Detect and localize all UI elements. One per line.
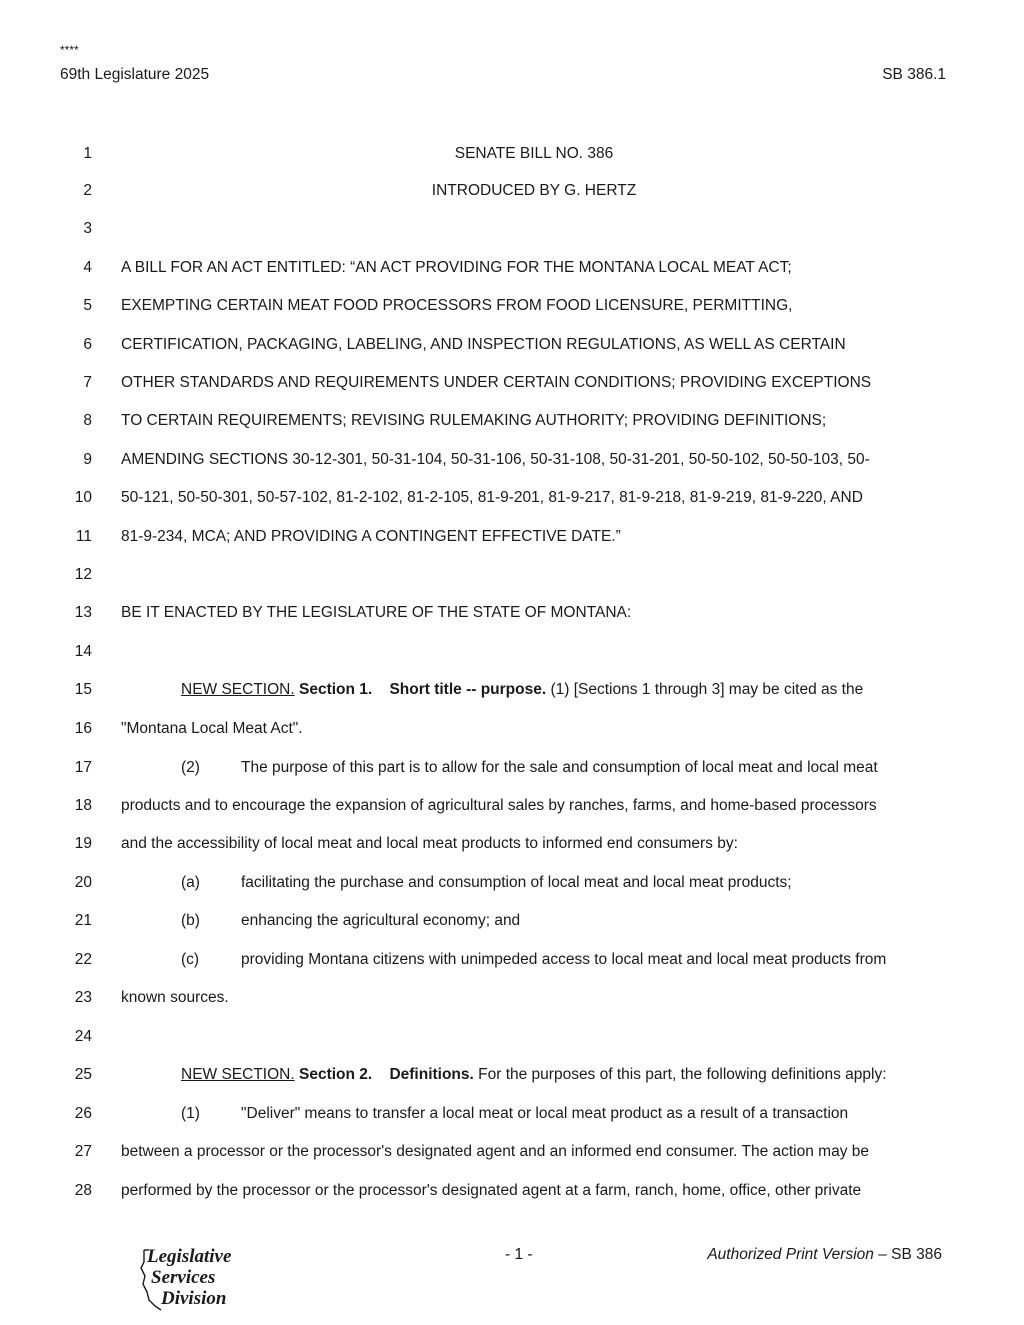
line-text: 50-121, 50-50-301, 50-57-102, 81-2-102, 81-2-105, 81-9-201, 81-9-217, 81-9-218, 81-9-219, 81-9-220, AND [121, 489, 863, 506]
line-text: and the accessibility of local meat and local meat products to informed end consumers by: [121, 835, 738, 852]
section-1-heading [181, 681, 1011, 699]
line-number: 4 [83, 259, 92, 276]
bill-line [0, 643, 1024, 665]
line-text: TO CERTAIN REQUIREMENTS; REVISING RULEMAKING AUTHORITY; PROVIDING DEFINITIONS; [121, 412, 827, 429]
logo-word: Division [161, 1288, 227, 1309]
line-number: 11 [75, 528, 92, 545]
bill-line [0, 528, 1024, 550]
authorized-print-version: Authorized Print Version [707, 1246, 874, 1263]
line-text: (1) [Sections 1 through 3] may be cited as the [546, 681, 864, 698]
bill-line [0, 1182, 1024, 1204]
enacting-clause: BE IT ENACTED BY THE LEGISLATURE OF THE STATE OF MONTANA: [121, 604, 632, 621]
new-section-marker: NEW SECTION. [181, 1066, 295, 1083]
line-text: For the purposes of this part, the following definitions apply: [473, 1066, 887, 1083]
bill-line [0, 336, 1024, 358]
header-stars: **** [60, 43, 79, 57]
line-text: providing Montana citizens with unimpeded access to local meat and local meat products from [241, 951, 887, 968]
line-number: 7 [83, 374, 92, 391]
header-bill-id: SB 386.1 [882, 66, 946, 83]
bill-line [0, 1028, 1024, 1050]
bill-line [0, 412, 1024, 434]
bill-line [0, 759, 1024, 781]
bill-line [0, 912, 1024, 934]
subsection [181, 1105, 1011, 1123]
line-text: known sources. [121, 989, 229, 1006]
subsection [181, 912, 1011, 930]
bill-line [0, 835, 1024, 857]
bill-line [0, 797, 1024, 819]
line-number: 27 [74, 1143, 92, 1160]
subsection-label: (1) [181, 1105, 200, 1122]
line-number: 14 [74, 643, 92, 660]
line-number: 6 [83, 336, 92, 353]
line-number: 26 [74, 1105, 92, 1122]
line-number: 2 [83, 182, 92, 199]
line-number: 19 [74, 835, 92, 852]
subsection-label: (c) [181, 951, 200, 968]
line-text: 81-9-234, MCA; AND PROVIDING A CONTINGENT EFFECTIVE DATE.” [121, 528, 621, 545]
bill-line [0, 182, 1024, 204]
bill-line [0, 451, 1024, 473]
bill-line [0, 681, 1024, 703]
new-section-marker: NEW SECTION. [181, 681, 295, 698]
line-text: EXEMPTING CERTAIN MEAT FOOD PROCESSORS FROM FOOD LICENSURE, PERMITTING, [121, 297, 793, 314]
logo-word: Legislative [147, 1246, 232, 1267]
bill-line [0, 259, 1024, 281]
bill-line [0, 874, 1024, 896]
line-number: 16 [74, 720, 92, 737]
line-text: enhancing the agricultural economy; and [241, 912, 521, 929]
line-number: 17 [74, 759, 92, 776]
line-number: 10 [74, 489, 92, 506]
line-text: The purpose of this part is to allow for the sale and consumption of local meat and local meat [241, 759, 878, 776]
line-text: CERTIFICATION, PACKAGING, LABELING, AND INSPECTION REGULATIONS, AS WELL AS CERTAIN [121, 336, 846, 353]
line-number: 18 [74, 797, 92, 814]
bill-line [0, 297, 1024, 319]
line-text: between a processor or the processor's designated agent and an informed end consumer. The action may be [121, 1143, 869, 1160]
subsection-label: (a) [181, 874, 200, 891]
subsection [181, 759, 1011, 777]
section-heading: Definitions. [389, 1066, 474, 1083]
line-number: 9 [83, 451, 92, 468]
line-number: 15 [74, 681, 92, 698]
section-heading: Short title -- purpose. [389, 681, 547, 698]
line-number: 21 [74, 912, 92, 929]
bill-line [0, 951, 1024, 973]
bill-line [0, 566, 1024, 588]
subsection-label: (b) [181, 912, 200, 929]
bill-line [0, 220, 1024, 242]
bill-line [0, 989, 1024, 1011]
line-number: 3 [83, 220, 92, 237]
page-number: - 1 - [505, 1246, 533, 1263]
line-number: 22 [74, 951, 92, 968]
line-text: products and to encourage the expansion of agricultural sales by ranches, farms, and home-based processors [121, 797, 877, 814]
line-text: "Deliver" means to transfer a local meat or local meat product as a result of a transaction [241, 1105, 849, 1122]
bill-line [0, 1066, 1024, 1088]
bill-line [0, 604, 1024, 626]
line-text: OTHER STANDARDS AND REQUIREMENTS UNDER CERTAIN CONDITIONS; PROVIDING EXCEPTIONS [121, 374, 872, 391]
line-number: 23 [74, 989, 92, 1006]
bill-line [0, 720, 1024, 742]
line-number: 1 [83, 145, 92, 162]
line-number: 20 [74, 874, 92, 891]
line-number: 25 [74, 1066, 92, 1083]
bill-title: SENATE BILL NO. 386 [454, 145, 614, 162]
line-text: A BILL FOR AN ACT ENTITLED: “AN ACT PROVIDING FOR THE MONTANA LOCAL MEAT ACT; [121, 259, 792, 276]
footer-bill: – SB 386 [878, 1246, 942, 1263]
line-number: 12 [74, 566, 92, 583]
print-version-label [707, 1246, 942, 1264]
bill-line [0, 145, 1024, 167]
bill-line [0, 374, 1024, 396]
subsection [181, 874, 1011, 892]
line-text: AMENDING SECTIONS 30-12-301, 50-31-104, 50-31-106, 50-31-108, 50-31-201, 50-50-102, 50-50-103, 50- [121, 451, 870, 468]
line-text: "Montana Local Meat Act". [121, 720, 303, 737]
section-number: Section 2. [298, 1066, 373, 1083]
subsection [181, 951, 1011, 969]
line-text: facilitating the purchase and consumption of local meat and local meat products; [241, 874, 792, 891]
line-number: 24 [74, 1028, 92, 1045]
bill-line [0, 1143, 1024, 1165]
line-number: 28 [74, 1182, 92, 1199]
section-number: Section 1. [298, 681, 373, 698]
line-number: 13 [74, 604, 92, 621]
section-2-heading [181, 1066, 1011, 1084]
bill-line [0, 1105, 1024, 1127]
line-number: 5 [83, 297, 92, 314]
line-number: 8 [83, 412, 92, 429]
bill-sponsor: INTRODUCED BY G. HERTZ [431, 182, 637, 199]
legislative-services-logo [135, 1248, 265, 1312]
bill-line [0, 489, 1024, 511]
logo-word: Services [151, 1267, 216, 1288]
subsection-label: (2) [181, 759, 200, 776]
line-text: performed by the processor or the processor's designated agent at a farm, ranch, home, office, other private [121, 1182, 862, 1199]
header-legislature: 69th Legislature 2025 [60, 66, 210, 83]
